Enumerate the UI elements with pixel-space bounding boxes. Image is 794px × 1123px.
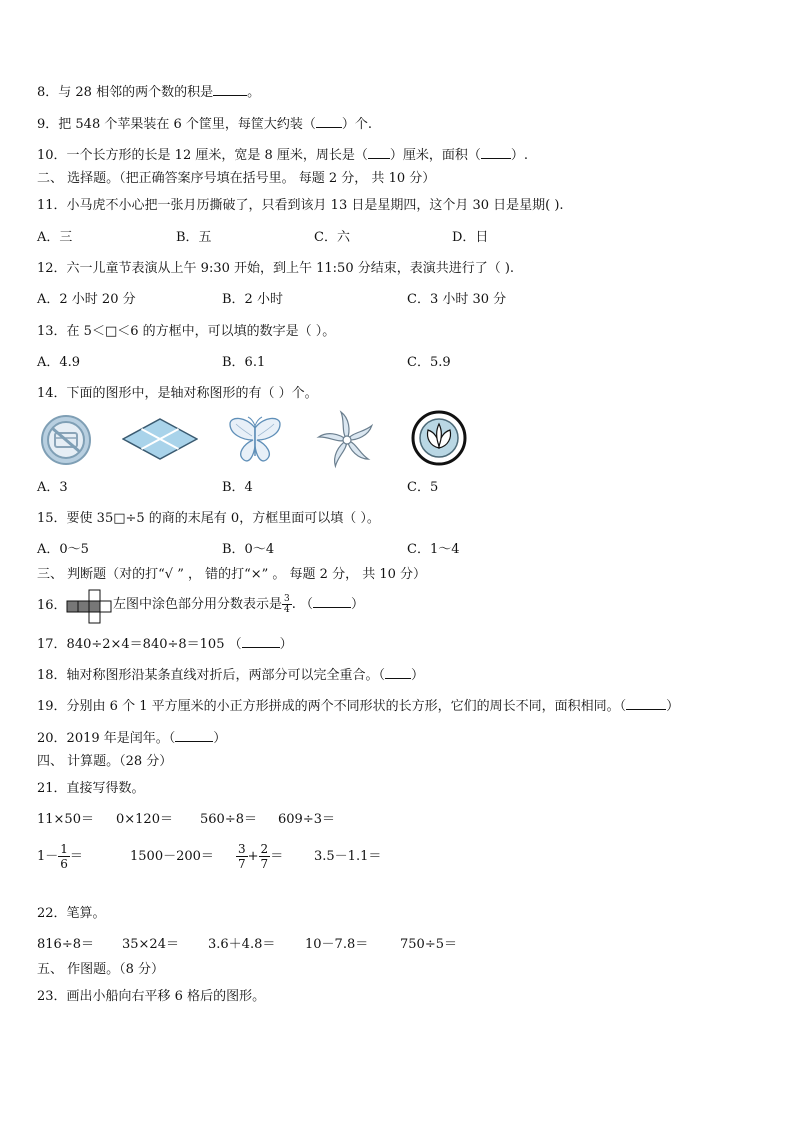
calc-item: 750÷5＝ (400, 937, 457, 952)
calc-item: 3.6＋4.8＝ (208, 937, 276, 952)
option-b[interactable]: B．0～4 (222, 542, 275, 557)
question-13: 13．在 5＜□＜6 的方框中，可以填的数字是（ ）。 (37, 324, 336, 339)
answer-blank[interactable] (385, 665, 411, 679)
calc-item-fraction-sum: $\frac{3}{7}$ + $\frac{2}{7}$ ＝ (238, 842, 284, 871)
option-c[interactable]: C．六 (314, 230, 350, 245)
option-c[interactable]: C．5 (407, 480, 439, 495)
fraction: $\frac{2}{7}$ (260, 842, 269, 871)
calc-item: 609÷3＝ (278, 812, 335, 827)
calc-item: 560÷8＝ (200, 812, 257, 827)
answer-blank[interactable] (481, 145, 511, 159)
section-2-heading: 二、 选择题。（把正确答案序号填在括号里。 每题 2 分， 共 10 分） (37, 171, 436, 186)
answer-blank[interactable] (368, 145, 390, 159)
option-a[interactable]: A．0～5 (37, 542, 89, 557)
section-3-heading: 三、 判断题（对的打“√ ” ， 错的打“×” 。 每题 2 分， 共 10 分） (37, 567, 427, 582)
pinwheel-flower-figure (316, 410, 378, 470)
fraction: $\frac{1}{6}$ (60, 842, 68, 871)
answer-blank[interactable] (313, 594, 351, 608)
option-c[interactable]: C．1～4 (407, 542, 460, 557)
option-a[interactable]: A．2 小时 20 分 (37, 292, 136, 307)
calc-item-one-minus-fraction: 1－ $\frac{1}{6}$ ＝ (37, 842, 83, 871)
question-15: 15．要使 35□÷5 的商的末尾有 0，方框里面可以填（ ）。 (37, 511, 380, 526)
calc-item: 10－7.8＝ (305, 937, 369, 952)
question-23: 23．画出小船向右平移 6 格后的图形。 (37, 989, 266, 1004)
calc-item: 3.5－1.1＝ (314, 849, 382, 864)
answer-blank[interactable] (626, 696, 666, 710)
calc-item: 11×50＝ (37, 812, 94, 827)
cube-net-figure (66, 589, 114, 625)
question-12: 12．六一儿童节表演从上午 9:30 开始，到上午 11:50 分结束，表演共进行了（ ). (37, 261, 515, 276)
answer-blank[interactable] (242, 634, 280, 648)
fraction: $\frac{3}{7}$ (238, 842, 246, 871)
section-4-heading: 四、 计算题。（28 分） (37, 754, 173, 769)
no-sign-figure (40, 414, 92, 466)
answer-blank[interactable] (316, 114, 342, 128)
question-11: 11．小马虎不小心把一张月历撕破了，只看到该月 13 日是星期四，这个月 30 日是星期( ). (37, 198, 564, 213)
question-22: 22．笔算。 (37, 906, 106, 921)
section-5-heading: 五、 作图题。（8 分） (37, 962, 165, 977)
diamond-figure (122, 418, 198, 460)
option-b[interactable]: B．2 小时 (222, 292, 283, 307)
question-10: 10．一个长方形的长是 12 厘米，宽是 8 厘米，周长是（ ）厘米，面积（ ）. (37, 145, 528, 165)
question-9: 9．把 548 个苹果装在 6 个筐里，每筐大约装（ ）个. (37, 114, 372, 134)
question-16-text: 左图中涂色部分用分数表示是 $\frac{3}{4}$ . （ ） (113, 594, 365, 615)
option-b[interactable]: B．五 (176, 230, 212, 245)
question-19: 19．分别由 6 个 1 平方厘米的小正方形拼成的两个不同形状的长方形，它们的周长不同，面积相同。（ ） (37, 696, 679, 716)
fraction-three-quarters: $\frac{3}{4}$ (284, 594, 290, 615)
answer-blank[interactable] (175, 728, 213, 742)
option-a[interactable]: A．3 (37, 480, 68, 495)
calc-item: 1500－200＝ (130, 849, 214, 864)
question-16-number: 16． (37, 598, 67, 613)
calc-item: 35×24＝ (122, 937, 179, 952)
calc-item: 816÷8＝ (37, 937, 94, 952)
question-20: 20．2019 年是闰年。（ ） (37, 728, 226, 748)
calc-item: 0×120＝ (116, 812, 173, 827)
question-8: 8．与 28 相邻的两个数的积是 。 (37, 82, 260, 102)
leaf-emblem-figure (410, 410, 468, 466)
question-18: 18．轴对称图形沿某条直线对折后，两部分可以完全重合。（ ） (37, 665, 424, 685)
option-d[interactable]: D．日 (452, 230, 489, 245)
option-c[interactable]: C．3 小时 30 分 (407, 292, 507, 307)
butterfly-figure (226, 414, 284, 466)
option-a[interactable]: A．三 (37, 230, 73, 245)
question-21: 21．直接写得数。 (37, 781, 145, 796)
option-a[interactable]: A．4.9 (37, 355, 81, 370)
option-b[interactable]: B．4 (222, 480, 253, 495)
option-b[interactable]: B．6.1 (222, 355, 266, 370)
question-17: 17．840÷2×4＝840÷8＝105 （ ） (37, 634, 293, 654)
question-14: 14．下面的图形中，是轴对称图形的有（ ）个。 (37, 386, 318, 401)
answer-blank[interactable] (213, 82, 247, 96)
option-c[interactable]: C．5.9 (407, 355, 451, 370)
